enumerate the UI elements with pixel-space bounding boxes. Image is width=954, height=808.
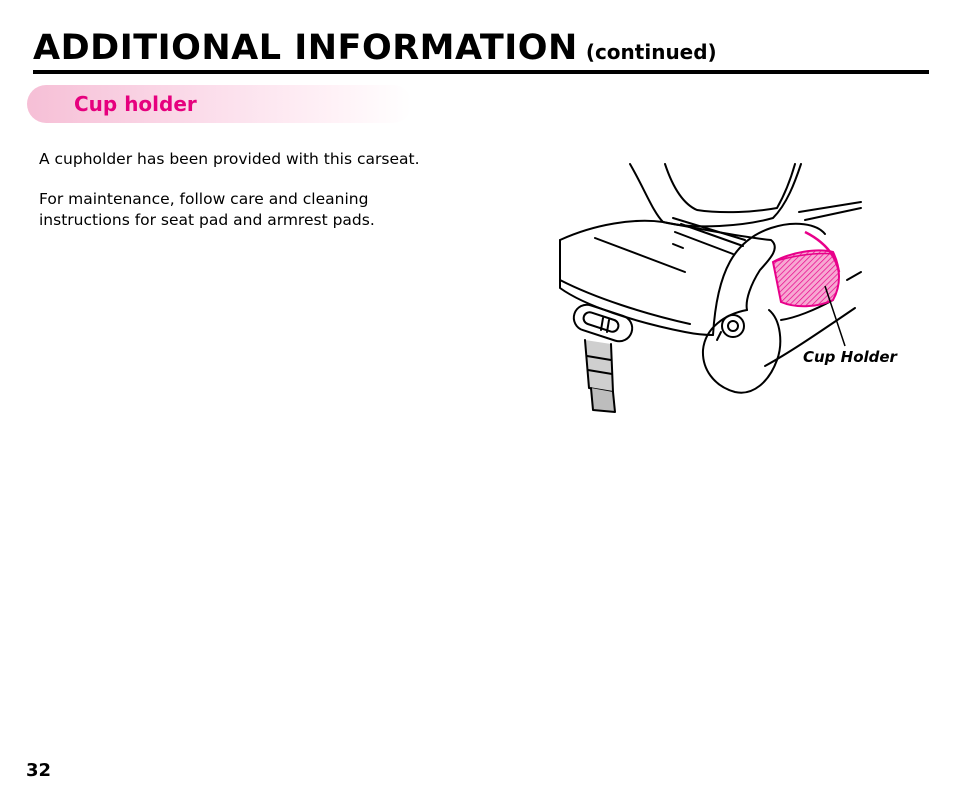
section-title: Cup holder [74, 92, 197, 116]
section-heading-bar [27, 85, 412, 123]
cup-holder-callout: Cup Holder [803, 348, 897, 366]
latch-strap [585, 340, 613, 392]
page-subtitle: (continued) [585, 40, 717, 64]
body-paragraph-2: For maintenance, follow care and cleaning instructions for seat pad and armrest pads. [39, 190, 375, 229]
page-header [33, 28, 929, 74]
seat-back-outline [630, 164, 801, 226]
carseat-cupholder-drawing [555, 160, 900, 420]
page-number: 32 [26, 760, 52, 781]
body-paragraph-1: A cupholder has been provided with this carseat. [39, 150, 420, 168]
adjust-knob [722, 315, 744, 337]
page-title: ADDITIONAL INFORMATION [33, 28, 578, 68]
seat-back-inner [665, 164, 795, 212]
carseat-illustration [555, 160, 900, 420]
